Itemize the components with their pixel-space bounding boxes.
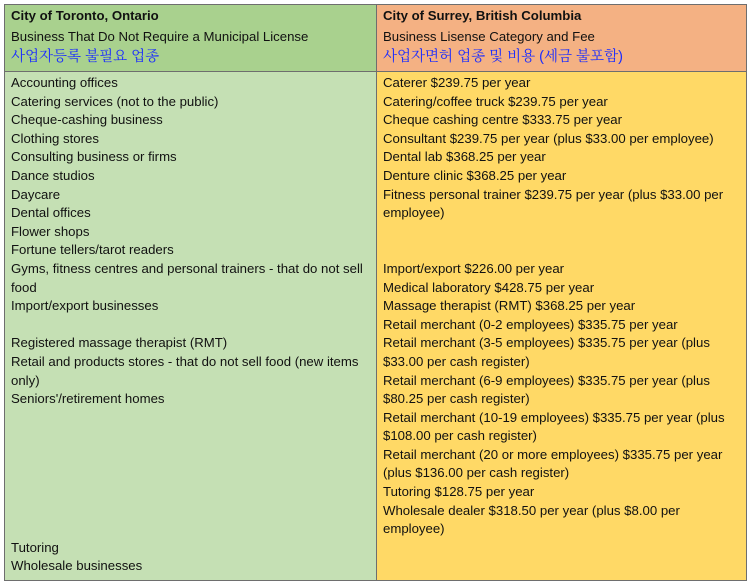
surrey-korean-subtitle: 사업자면허 업종 및 비용 (세금 불포함) — [383, 49, 623, 66]
surrey-item: Retail merchant (6-9 employees) $335.75 per year (plus $80.25 per cash register) — [383, 372, 710, 407]
surrey-item: Retail merchant (10-19 employees) $335.75 per year (plus $108.00 per cash register) — [383, 409, 725, 444]
toronto-item: Flower shops — [11, 223, 90, 239]
spacer — [383, 241, 740, 260]
surrey-item: Caterer $239.75 per year — [383, 75, 531, 90]
surrey-item: Consultant $239.75 per year (plus $33.00 per employee) — [383, 130, 714, 146]
toronto-header — [5, 5, 377, 72]
surrey-item: Import/export $226.00 per year — [383, 260, 565, 276]
spacer — [383, 223, 740, 242]
toronto-item: Catering services (not to the public) — [11, 93, 219, 109]
toronto-item: Tutoring — [11, 539, 59, 555]
surrey-item: Tutoring $128.75 per year — [383, 484, 535, 500]
surrey-item: Retail merchant (3-5 employees) $335.75 per year (plus $33.00 per cash register) — [383, 335, 710, 369]
spacer — [11, 464, 370, 483]
surrey-item: Fitness personal trainer $239.75 per year (plus $33.00 per employee) — [383, 186, 724, 221]
toronto-subtitle: Business That Do Not Require a Municipal License — [11, 28, 309, 44]
toronto-item: Accounting offices — [11, 75, 118, 90]
spacer — [11, 483, 370, 502]
toronto-item: Wholesale businesses — [11, 558, 143, 574]
comparison-table — [4, 4, 747, 581]
toronto-item: Daycare — [11, 186, 61, 202]
toronto-item: Registered massage therapist (RMT) — [11, 335, 228, 351]
spacer — [11, 520, 370, 539]
surrey-item: Dental lab $368.25 per year — [383, 149, 546, 165]
surrey-list — [377, 72, 747, 581]
toronto-item: Retail and products stores - that do not sell food (new items only) — [11, 353, 359, 388]
toronto-item: Import/export businesses — [11, 298, 159, 314]
surrey-item: Retail merchant (0-2 employees) $335.75 per year — [383, 316, 678, 332]
surrey-item: Wholesale dealer $318.50 per year (plus $8.00 per employee) — [383, 502, 680, 537]
toronto-item: Dental offices — [11, 205, 91, 221]
header-row — [5, 5, 747, 72]
toronto-item: Dance studios — [11, 167, 95, 183]
toronto-item: Cheque-cashing business — [11, 112, 163, 128]
spacer — [11, 316, 370, 335]
surrey-item: Catering/coffee truck $239.75 per year — [383, 93, 608, 109]
surrey-item: Massage therapist (RMT) $368.25 per year — [383, 298, 636, 314]
toronto-item: Fortune tellers/tarot readers — [11, 242, 174, 258]
surrey-item: Denture clinic $368.25 per year — [383, 167, 567, 183]
surrey-header — [377, 5, 747, 72]
spacer — [11, 427, 370, 446]
toronto-title: City of Toronto, Ontario — [11, 8, 159, 23]
spacer — [11, 446, 370, 465]
toronto-item: Gyms, fitness centres and personal trainers - that do not sell food — [11, 260, 363, 295]
surrey-subtitle: Business Lisense Category and Fee — [383, 28, 595, 44]
surrey-item: Retail merchant (20 or more employees) $335.75 per year (plus $136.00 per cash register) — [383, 446, 723, 481]
toronto-item: Consulting business or firms — [11, 149, 177, 165]
spacer — [11, 502, 370, 521]
toronto-korean-subtitle: 사업자등록 불필요 업종 — [11, 49, 160, 66]
body-row — [5, 72, 747, 581]
spacer — [11, 409, 370, 428]
toronto-item: Clothing stores — [11, 130, 99, 146]
surrey-title: City of Surrey, British Columbia — [383, 8, 582, 23]
surrey-item: Medical laboratory $428.75 per year — [383, 279, 595, 295]
toronto-list — [5, 72, 377, 581]
toronto-item: Seniors'/retirement homes — [11, 391, 165, 407]
surrey-item: Cheque cashing centre $333.75 per year — [383, 112, 623, 128]
